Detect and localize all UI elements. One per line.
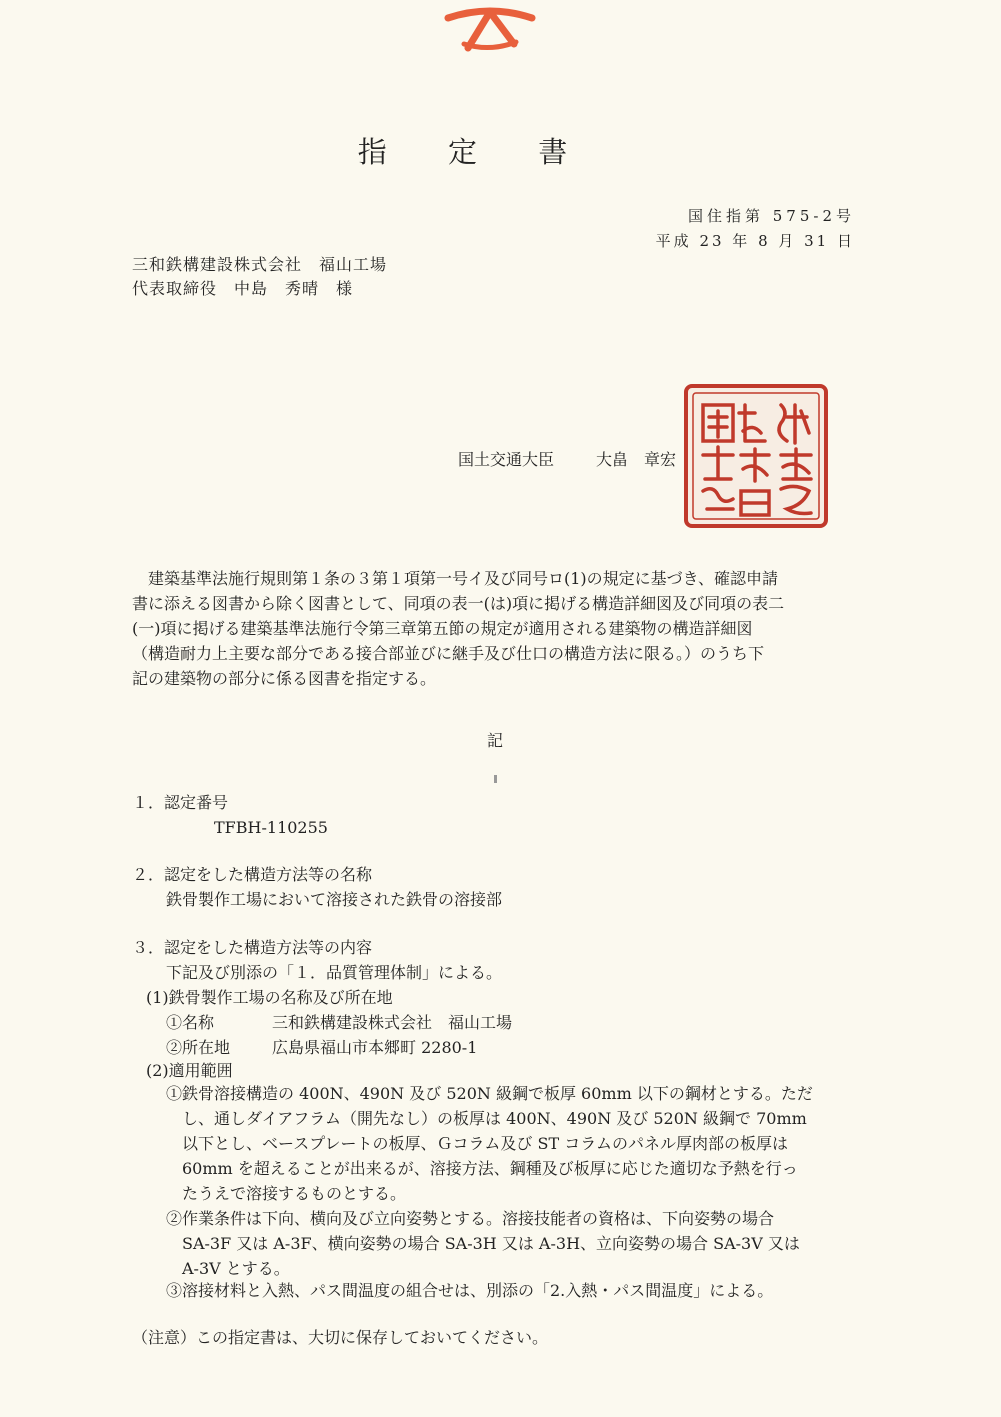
caution-note: （注意）この指定書は、大切に保存しておいてください。	[132, 1328, 549, 1347]
section2-value: 鉄骨製作工場において溶接された鉄骨の溶接部	[166, 890, 503, 909]
body-line: 建築基準法施行規則第１条の３第１項第一号イ及び同号ロ(1)の規定に基づき、確認申請	[148, 569, 779, 588]
condition-line: 以下とし、ベースプレートの板厚、Ｇコラム及び ST コラムのパネル厚肉部の板厚は	[182, 1134, 789, 1153]
section3-label: ３．認定をした構造方法等の内容	[132, 938, 373, 957]
condition-line: 60mm を超えることが出来るが、溶接方法、鋼種及び板厚に応じた適切な予熱を行っ	[182, 1159, 798, 1178]
section3-value: 下記及び別添の「１．品質管理体制」による。	[166, 963, 503, 982]
condition-line: ②作業条件は下向、横向及び立向姿勢とする。溶接技能者の資格は、下向姿勢の場合	[166, 1209, 775, 1228]
condition-3	[166, 1278, 860, 1303]
section2-label: ２．認定をした構造方法等の名称	[132, 865, 373, 884]
document-title: 指 定 書	[357, 135, 594, 169]
sub2-label: (2)適用範囲	[146, 1061, 233, 1080]
top-stamp-mark-icon	[440, 4, 540, 52]
condition-line: ③溶接材料と入熱、パス間温度の組合せは、別添の「2.入熱・パス間温度」による。	[166, 1281, 774, 1300]
condition-line: SA-3F 又は A-3F、横向姿勢の場合 SA-3H 又は A-3H、立向姿勢の場合 SA-3V 又は	[182, 1234, 800, 1253]
body-line: 記の建築物の部分に係る図書を指定する。	[132, 669, 437, 688]
designation-body	[132, 566, 864, 691]
section1-value: TFBH-110255	[214, 818, 328, 837]
issuer	[458, 447, 676, 470]
condition-2	[166, 1206, 860, 1281]
sub1-location-value: 広島県福山市本郷町 2280-1	[272, 1038, 478, 1057]
recipient-company: 三和鉄構建設株式会社 福山工場	[132, 255, 388, 274]
sub1-name-value: 三和鉄構建設株式会社 福山工場	[272, 1013, 513, 1032]
body-line: (一)項に掲げる建築基準法施行令第三章第五節の規定が適用される建築物の構造詳細図	[132, 619, 753, 638]
scan-artifact	[494, 775, 497, 783]
sub1-location-row	[166, 1035, 478, 1060]
condition-1	[166, 1081, 860, 1206]
sub1-location-label: ②所在地	[166, 1038, 231, 1057]
recipient-person: 代表取締役 中島 秀晴 様	[132, 279, 354, 298]
official-seal-icon	[683, 383, 829, 529]
body-line: （構造耐力上主要な部分である接合部並びに継手及び仕口の構造方法に限る。）のうち下	[132, 644, 765, 663]
condition-line: ①鉄骨溶接構造の 400N、490N 及び 520N 級鋼で板厚 60mm 以下の鋼材とする。ただ	[166, 1084, 813, 1103]
document-date: 平成 23 年 8 月 31 日	[655, 232, 855, 250]
issuer-title: 国土交通大臣	[458, 450, 555, 469]
sub1-label: (1)鉄骨製作工場の名称及び所在地	[146, 988, 393, 1007]
condition-line: し、通しダイアフラム（開先なし）の板厚は 400N、490N 及び 520N 級鋼で 70mm	[182, 1109, 807, 1128]
document-number: 国住指第 575-2号	[687, 207, 855, 225]
ki-heading: 記	[486, 731, 503, 750]
condition-line: A-3V とする。	[182, 1259, 290, 1278]
section1-label: １．認定番号	[132, 793, 229, 812]
sub1-name-label: ①名称	[166, 1013, 215, 1032]
issuer-name: 大畠 章宏	[596, 450, 677, 469]
body-line: 書に添える図書から除く図書として、同項の表一(は)項に掲げる構造詳細図及び同項の表二	[132, 594, 785, 613]
sub1-name-row	[166, 1010, 513, 1035]
condition-line: たうえで溶接するものとする。	[182, 1184, 407, 1203]
